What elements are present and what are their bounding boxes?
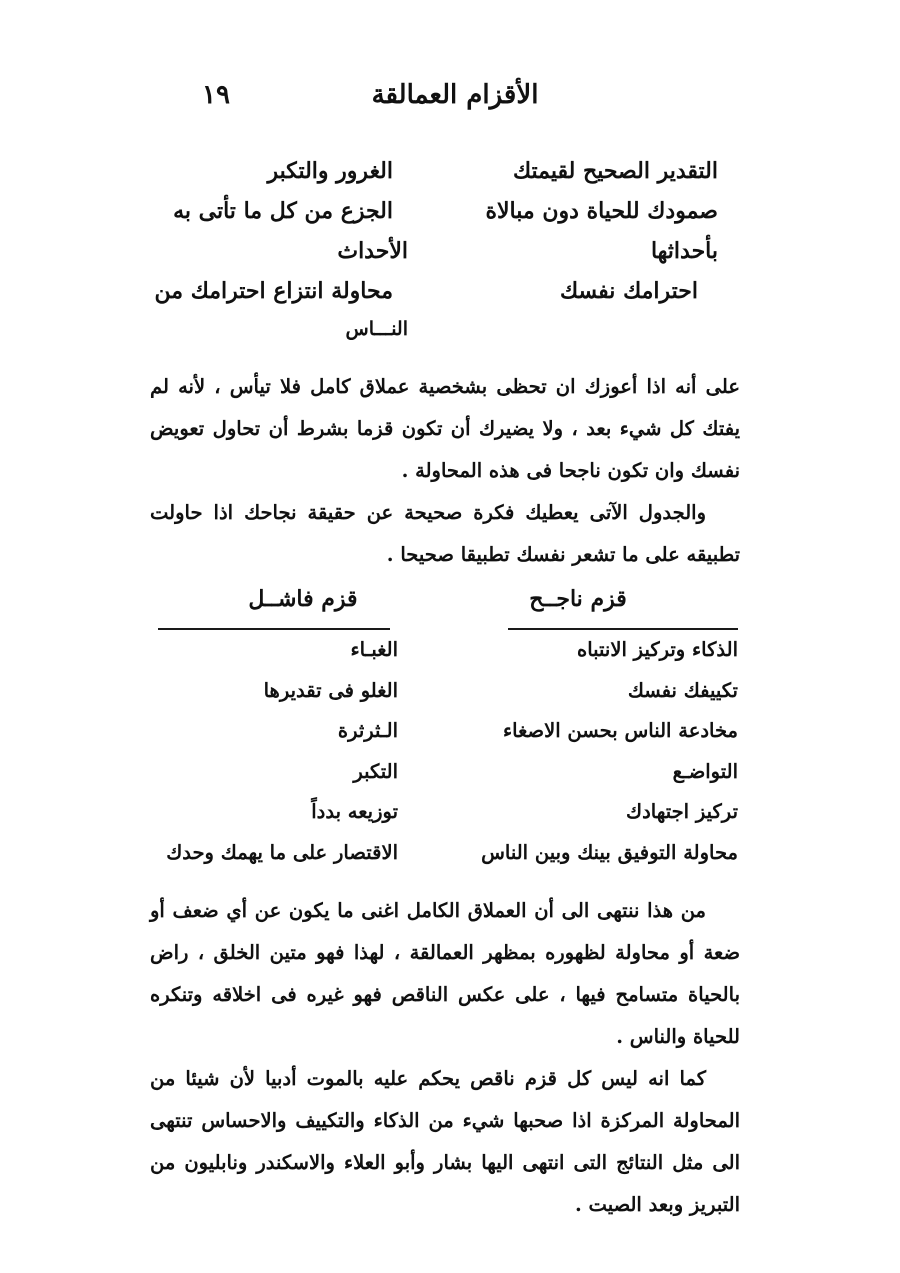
comparison-pairs: [148, 158, 718, 358]
table-header: [158, 586, 738, 626]
body-text-intro: [150, 366, 740, 576]
pair-row: [148, 198, 718, 238]
table-row: [158, 760, 738, 801]
paragraph: والجدول الآتى يعطيك فكرة صحيحة عن حقيقة نجاحك اذا حاولت تطبيقه على ما تشعر نفسك تطبيقا صحيحا .: [150, 501, 740, 566]
table-row: [158, 800, 738, 841]
pair-positive: بأحداثها: [650, 238, 718, 264]
header-underline: [508, 628, 738, 630]
table-body: [158, 638, 738, 881]
cell-failed: الاقتصار على ما يهمك وحدك: [166, 840, 398, 864]
pair-positive: التقدير الصحيح لقيمتك: [512, 158, 718, 184]
header-underline: [158, 628, 390, 630]
cell-successful: مخادعة الناس بحسن الاصغاء: [503, 719, 738, 742]
table-row: [158, 719, 738, 760]
column-header-successful: قزم ناجــح: [529, 586, 627, 612]
cell-failed: توزيعه بدداً: [311, 800, 398, 823]
pair-negative: الأحداث: [337, 238, 408, 264]
pair-row: [148, 238, 718, 278]
pair-negative: الغرور والتكبر: [267, 158, 393, 184]
pair-positive: صمودك للحياة دون مبالاة: [485, 198, 718, 224]
table-row: [158, 679, 738, 720]
pair-row: [148, 278, 718, 318]
table-row: [158, 841, 738, 882]
column-header-failed: قزم فاشــل: [248, 586, 358, 612]
cell-failed: الغبـاء: [350, 638, 398, 661]
table-row: [158, 638, 738, 679]
pair-negative: النـــاس: [345, 318, 408, 340]
body-text-conclusion: [150, 890, 740, 1226]
pair-row: [148, 158, 718, 198]
comparison-table: [158, 586, 738, 864]
paragraph: على أنه اذا أعوزك ان تحظى بشخصية عملاق كامل فلا تيأس ، لأنه لم يفتك كل شيء بعد ، ولا يضيرك أن تكون قزما بشرط أن تحاول تعويض نفسك وان تكون ناجحا فى هذه المحاولة .: [150, 375, 740, 482]
pair-row: [148, 318, 718, 358]
pair-positive: احترامك نفسك: [559, 278, 698, 304]
paragraph: كما انه ليس كل قزم ناقص يحكم عليه بالموت أدبيا لأن شيئا من المحاولة المركزة اذا صحبها شيء من الذكاء والتكييف والاحساس تنتهى الى مثل النتائج التى انتهى اليها بشار وأبو العلاء والاسكندر ونابليون من التبريز وبعد الصيت .: [150, 1067, 740, 1216]
cell-successful: تركيز اجتهادك: [626, 800, 738, 823]
cell-successful: الذكاء وتركيز الانتباه: [577, 638, 738, 661]
page-number: ١٩: [202, 80, 230, 110]
cell-failed: التكبر: [353, 759, 398, 783]
cell-successful: محاولة التوفيق بينك وبين الناس: [481, 840, 738, 864]
cell-successful: تكييفك نفسك: [627, 678, 738, 702]
paragraph: من هذا ننتهى الى أن العملاق الكامل اغنى ما يكون عن أي ضعف أو ضعة أو محاولة لظهوره بمظهر العمالقة ، لهذا فهو متين الخلق ، راض بالحياة متسامح فيها ، على عكس الناقص فهو غيره فى اخلاقه وتنكره للحياة والناس .: [150, 899, 740, 1048]
running-title: الأقزام العمالقة: [371, 80, 539, 110]
pair-negative: محاولة انتزاع احترامك من: [154, 278, 393, 304]
cell-failed: الـثرثرة: [337, 719, 398, 742]
cell-failed: الغلو فى تقديرها: [263, 678, 398, 702]
cell-successful: التواضـع: [672, 759, 738, 783]
pair-negative: الجزع من كل ما تأتى به: [173, 198, 393, 224]
